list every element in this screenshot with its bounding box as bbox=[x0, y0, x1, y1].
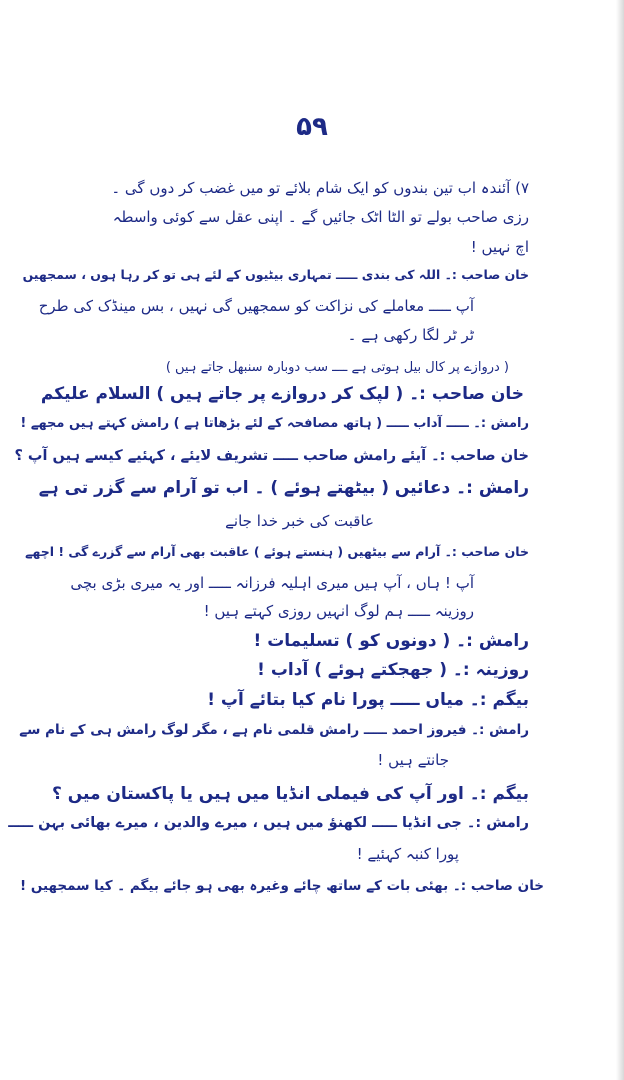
text-line: روزینہ ـــــ ہم لوگ انہیں روزی کہتے ہیں ! bbox=[203, 602, 474, 620]
dialogue-line: خان صاحب :۔ ( لپک کر دروازے پر جاتے ہیں ) السلام علیکم bbox=[40, 384, 524, 404]
text-line: عاقبت کی خبر خدا جانے bbox=[225, 512, 374, 530]
stage-direction: ( دروازے پر کال بیل ہوتی ہے ــــ سب دوبارہ سنبھل جاتے ہیں ) bbox=[165, 360, 509, 375]
text-line: جانتے ہیں ! bbox=[377, 751, 449, 769]
dialogue-line: خان صاحب :۔ بھئی بات کے ساتھ چائے وغیرہ بھی ہو جائے بیگم ۔ کیا سمجھیں ! bbox=[19, 878, 544, 894]
dialogue-line: بیگم :۔ میاں ـــــ پورا نام کیا بتائے آپ ! bbox=[207, 690, 529, 710]
dialogue-line: خان صاحب :۔ اللہ کی بندی ـــــ تمہاری بیٹیوں کے لئے ہی تو کر رہا ہوں ، سمجھیں bbox=[22, 267, 529, 282]
text-line: رزی صاحب بولے تو الٹا اٹک جائیں گے ۔ اپنی عقل سے کوئی واسطہ bbox=[112, 208, 529, 226]
dialogue-line: بیگم :۔ اور آپ کی فیملی انڈیا میں ہیں یا پاکستان میں ؟ bbox=[51, 784, 529, 804]
dialogue-line: رامش :۔ ( دونوں کو ) تسلیمات ! bbox=[253, 631, 529, 651]
text-line: ۷) آئندہ اب تین بندوں کو ایک شام بلائے تو میں غضب کر دوں گی ۔ bbox=[111, 179, 529, 197]
text-line: پورا کنبہ کہئیے ! bbox=[356, 845, 459, 863]
dialogue-line: رامش :۔ جی انڈیا ـــــ لکھنؤ میں ہیں ، میرے والدین ، میرے بھائی بہن ـــــ bbox=[8, 815, 529, 831]
text-line: آپ ! ہاں ، آپ ہیں میری اہلیہ فرزانہ ـــــ اور یہ میری بڑی بچی bbox=[70, 574, 474, 592]
dialogue-line: روزینہ :۔ ( جھجکتے ہوئے ) آداب ! bbox=[257, 660, 529, 680]
page-number: ۵۹ bbox=[296, 112, 328, 142]
page-edge-shadow bbox=[616, 0, 624, 1080]
dialogue-line: خان صاحب :۔ آیئے رامش صاحب ـــــ تشریف لایئے ، کہئیے کیسے ہیں آپ ؟ bbox=[14, 448, 529, 464]
dialogue-line: رامش :۔ دعائیں ( بیٹھتے ہوئے ) ۔ اب تو آرام سے گزر تی ہے bbox=[38, 478, 529, 498]
dialogue-line: خان صاحب :۔ آرام سے بیٹھیں ( ہنستے ہوئے ) عاقبت بھی آرام سے گزرے گی ! اچھے bbox=[25, 544, 529, 559]
text-line: آپ ـــــ معاملے کی نزاکت کو سمجھیں گی نہیں ، بس مینڈک کی طرح bbox=[38, 297, 474, 315]
dialogue-line: رامش :۔ فیروز احمد ـــــ رامش قلمی نام ہے ، مگر لوگ رامش ہی کے نام سے bbox=[19, 722, 529, 738]
text-line: ٹر ٹر لگا رکھی ہے ۔ bbox=[347, 326, 474, 344]
dialogue-line: رامش :۔ ـــــ آداب ـــــ ( ہاتھ مصافحہ کے لئے بڑھاتا ہے ) رامش کہتے ہیں مجھے ! bbox=[20, 416, 529, 431]
text-line: اچ نہیں ! bbox=[470, 238, 529, 256]
